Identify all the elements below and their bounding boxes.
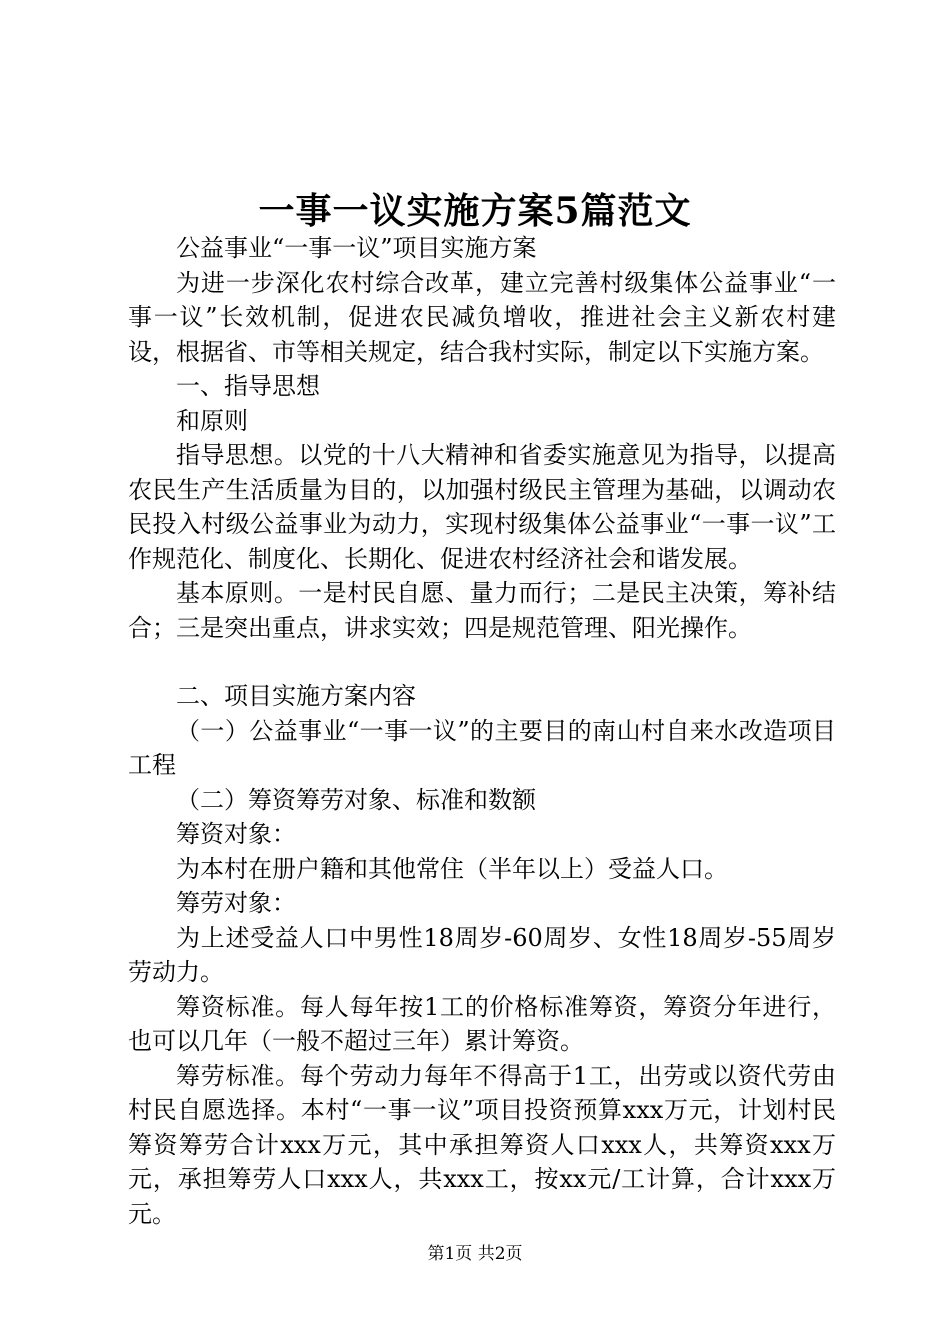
paragraph-basic-principles: 基本原则。一是村民自愿、量力而行；二是民主决策，筹补结合；三是突出重点，讲求实效；四是规范管理、阳光操作。 xyxy=(128,579,836,642)
label-funding-object: 筹资对象： xyxy=(176,820,296,848)
heading-project-content: 二、项目实施方案内容 xyxy=(176,682,416,710)
document-title: 一事一议实施方案5篇范文 xyxy=(258,190,692,232)
heading-principles: 和原则 xyxy=(176,406,248,435)
paragraph-funding-object: 为本村在册户籍和其他常住（半年以上）受益人口。 xyxy=(176,854,728,883)
paragraph-project-purpose: （一）公益事业“一事一议”的主要目的南山村自来水改造项目工程 xyxy=(128,716,836,779)
page-number: 第1页 共2页 xyxy=(427,1244,523,1264)
document-body xyxy=(128,231,836,1231)
paragraph-subtitle: 公益事业“一事一议”项目实施方案 xyxy=(176,234,537,262)
paragraph-labor-standard: 筹劳标准。每个劳动力每年不得高于1工，出劳或以资代劳由村民自愿选择。本村“一事一议”项目投资预算xxx万元，计划村民筹资筹劳合计xxx万元，其中承担筹资人口xxx人，共筹资xxx万元，承担筹劳人口xxx人，共xxx工，按xx元/工计算，合计xxx万元。 xyxy=(128,1061,836,1228)
paragraph-labor-object: 为上述受益人口中男性18周岁-60周岁、女性18周岁-55周岁劳动力。 xyxy=(128,923,836,986)
paragraph-guiding-thought: 指导思想。以党的十八大精神和省委实施意见为指导，以提高农民生产生活质量为目的，以加强村级民主管理为基础，以调动农民投入村级公益事业为动力，实现村级集体公益事业“一事一议”工作规范化、制度化、长期化、促进农村经济社会和谐发展。 xyxy=(128,441,836,573)
heading-funding-objects: （二）筹资筹劳对象、标准和数额 xyxy=(176,785,536,814)
label-labor-object: 筹劳对象： xyxy=(176,889,296,917)
heading-guiding-thought: 一、指导思想 xyxy=(176,372,320,400)
paragraph-intro: 为进一步深化农村综合改革，建立完善村级集体公益事业“一事一议”长效机制，促进农民减负增收，推进社会主义新农村建设，根据省、市等相关规定，结合我村实际，制定以下实施方案。 xyxy=(128,268,836,366)
paragraph-funding-standard: 筹资标准。每人每年按1工的价格标准筹资，筹资分年进行，也可以几年（一般不超过三年）累计筹资。 xyxy=(128,992,836,1055)
